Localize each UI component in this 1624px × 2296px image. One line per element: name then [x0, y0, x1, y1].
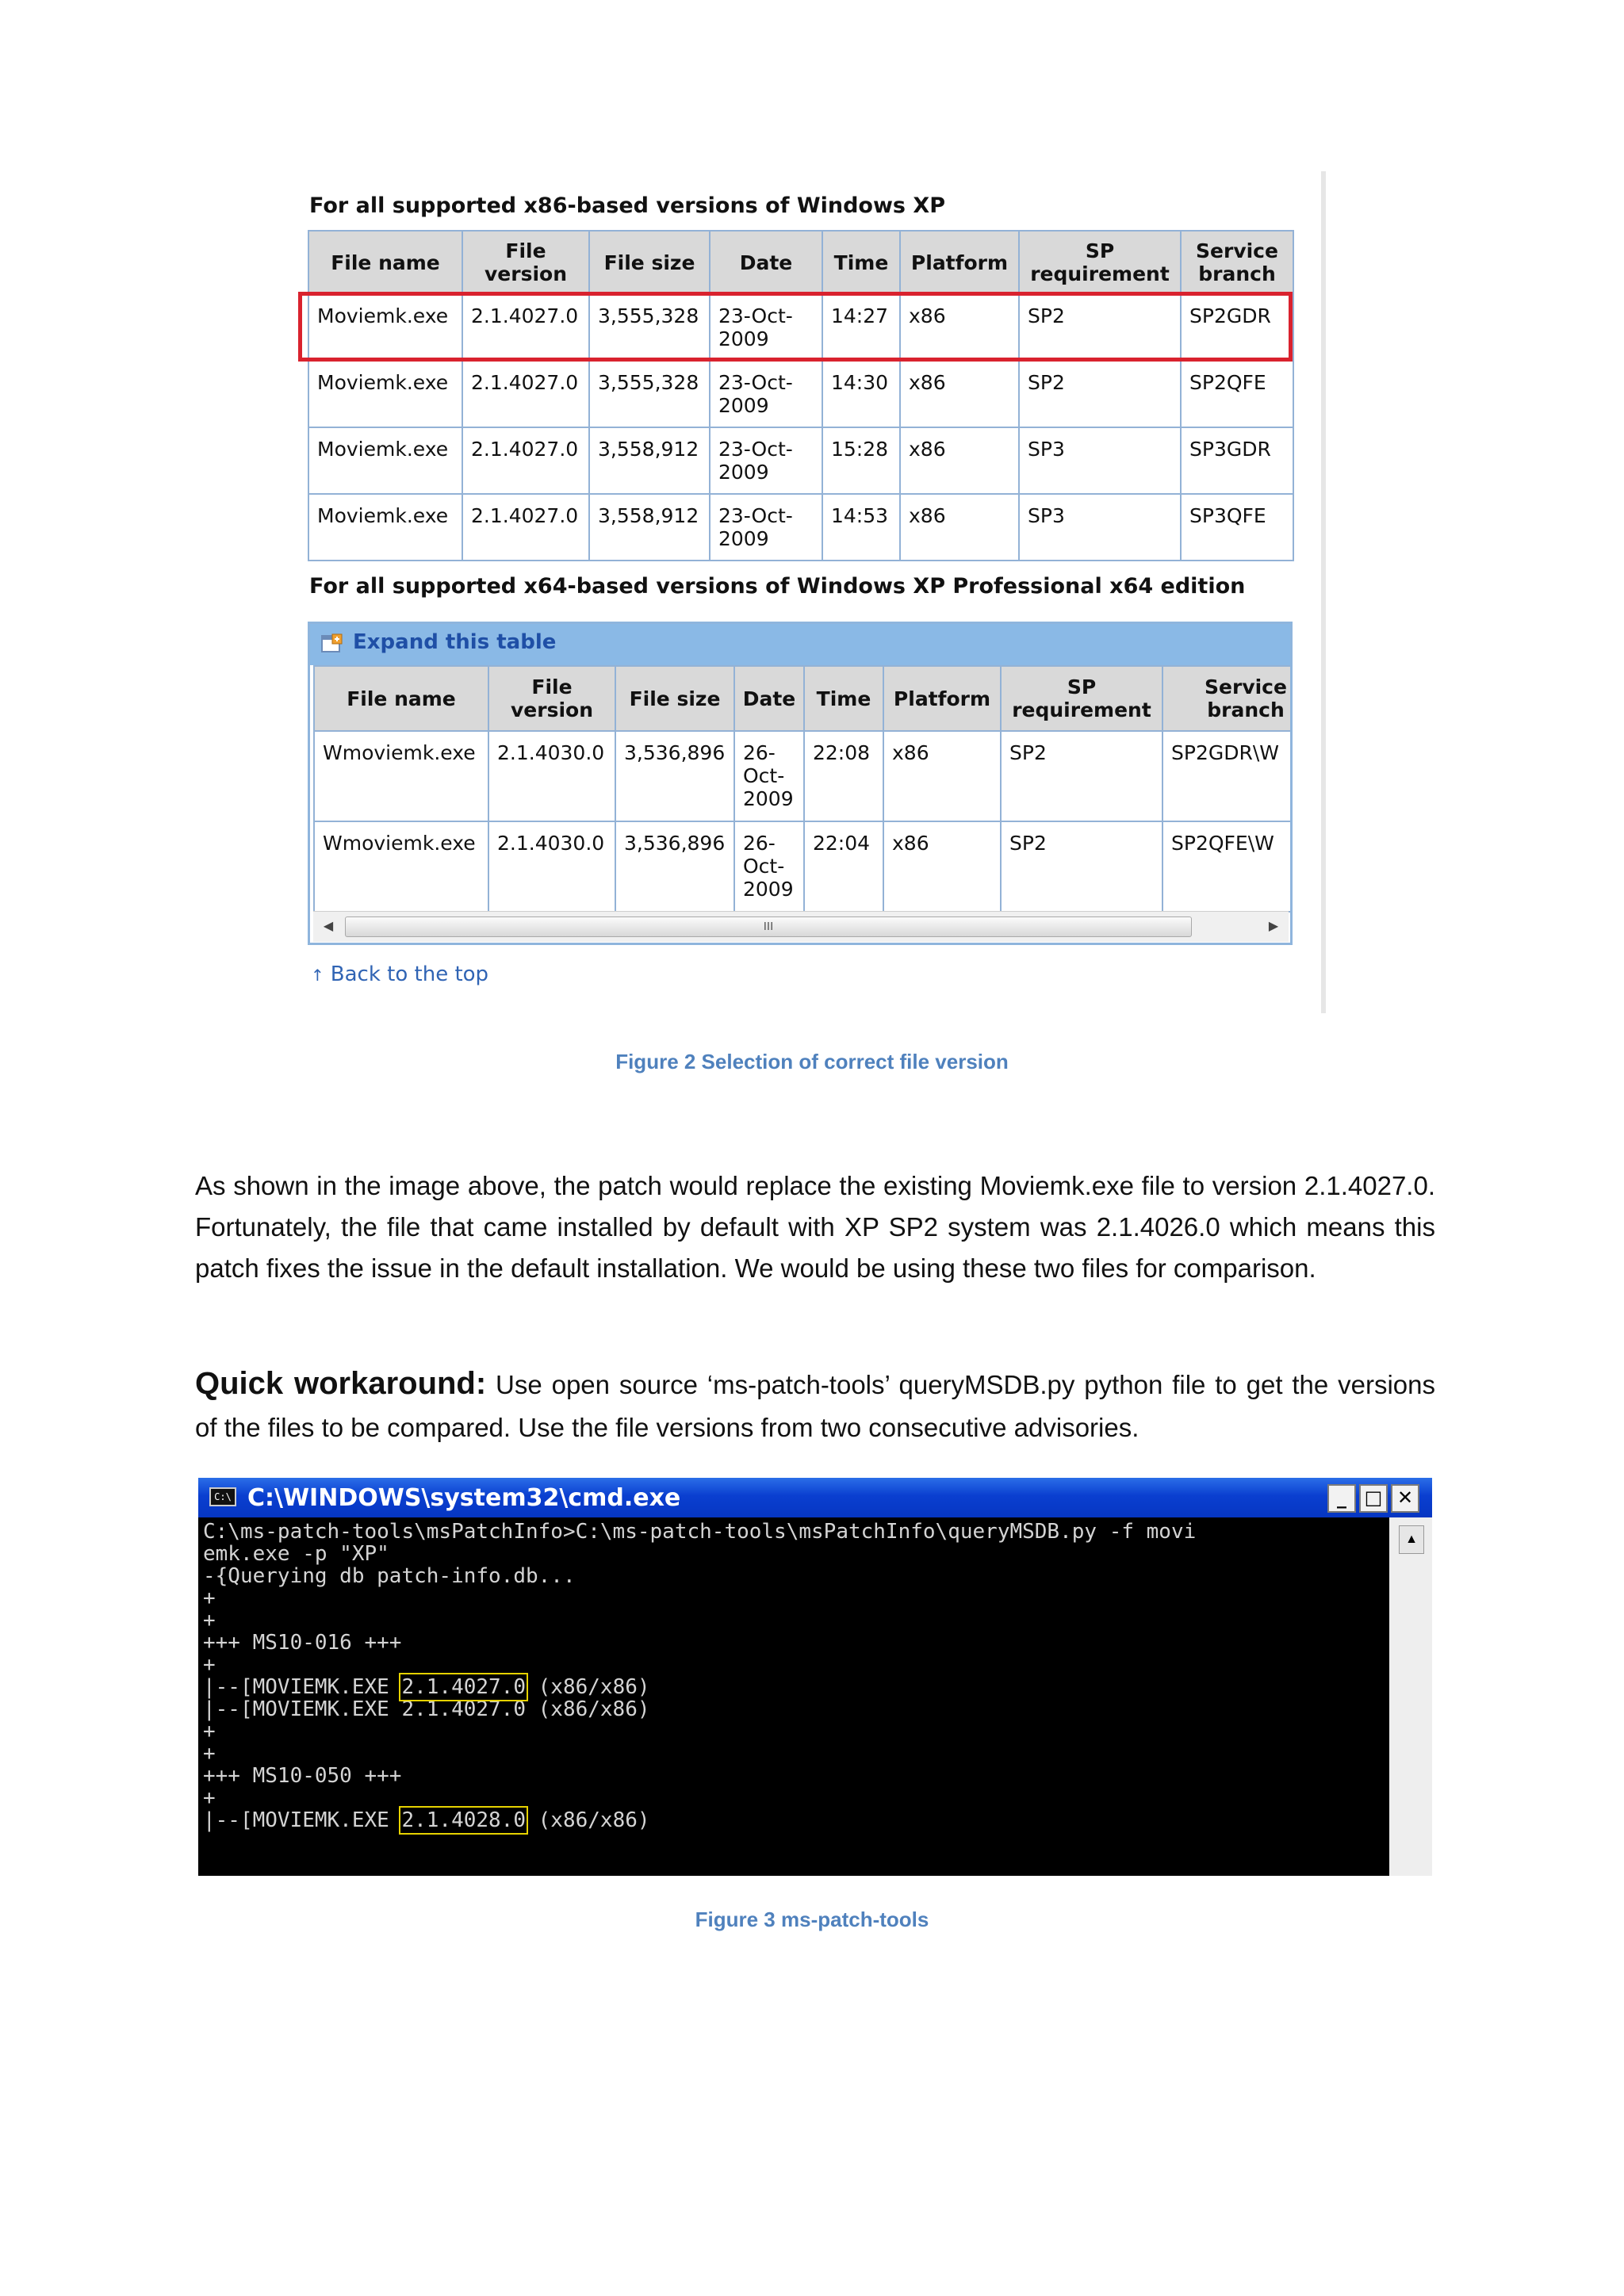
col-time: Time: [822, 231, 900, 294]
cell: 2.1.4027.0: [462, 294, 589, 361]
console-text: (x86/x86): [526, 1808, 650, 1832]
expand-table-icon: [321, 633, 343, 654]
cell: SP2QFE\W: [1162, 821, 1293, 912]
col-service-branch: Service branch: [1162, 666, 1293, 731]
console-line: +: [203, 1786, 216, 1810]
highlighted-version: 2.1.4028.0: [401, 1808, 526, 1832]
console-line: +: [203, 1720, 216, 1743]
console-line: C:\ms-patch-tools\msPatchInfo>C:\ms-patch-tools\msPatchInfo\queryMSDB.py -f movi: [203, 1521, 1197, 1544]
cell: SP2: [1019, 294, 1181, 361]
cell: Wmoviemk.exe: [314, 731, 488, 821]
col-file-name: File name: [308, 231, 462, 294]
col-platform: Platform: [883, 666, 1001, 731]
cell: 14:27: [822, 294, 900, 361]
expandable-table-frame: [308, 622, 1293, 945]
cell: SP2: [1001, 731, 1162, 821]
cell: Moviemk.exe: [308, 361, 462, 427]
scroll-up-arrow-icon[interactable]: ▲: [1399, 1525, 1424, 1554]
cell: Moviemk.exe: [308, 494, 462, 561]
cell: 3,536,896: [615, 731, 734, 821]
cell: 26-Oct-2009: [734, 731, 804, 821]
table-row: [308, 361, 1293, 427]
console-line: +++ MS10-016 +++: [203, 1631, 402, 1655]
cell: 26-Oct-2009: [734, 821, 804, 912]
minimize-icon[interactable]: _: [1327, 1484, 1356, 1513]
scrollbar-thumb[interactable]: III: [345, 916, 1192, 937]
figure-2-caption: Figure 2 Selection of correct file version: [615, 1050, 1009, 1073]
close-icon[interactable]: ✕: [1391, 1484, 1419, 1513]
console-line: +: [203, 1586, 216, 1610]
scroll-right-arrow-icon[interactable]: ▶: [1268, 920, 1279, 933]
console-line: +: [203, 1742, 216, 1766]
cell: 3,555,328: [589, 294, 710, 361]
highlighted-version: 2.1.4027.0: [401, 1675, 526, 1699]
cell: SP2GDR: [1181, 294, 1293, 361]
col-service-branch: Service branch: [1181, 231, 1293, 294]
expand-table-bar[interactable]: [310, 624, 1290, 665]
cmd-title-bar[interactable]: [198, 1478, 1432, 1517]
col-platform: Platform: [900, 231, 1019, 294]
console-text: (x86/x86): [526, 1675, 650, 1699]
cell: SP3: [1019, 494, 1181, 561]
table-row: [308, 427, 1293, 494]
col-file-size: File size: [615, 666, 734, 731]
col-sp-requirement: SP requirement: [1001, 666, 1162, 731]
cell: SP3GDR: [1181, 427, 1293, 494]
table-row: [314, 731, 1293, 821]
cell: x86: [900, 427, 1019, 494]
expand-table-link[interactable]: Expand this table: [353, 630, 557, 654]
col-date: Date: [734, 666, 804, 731]
cell: 2.1.4027.0: [462, 494, 589, 561]
cell: 15:28: [822, 427, 900, 494]
console-line: [203, 1809, 1392, 1831]
kb-article-screenshot: [293, 171, 1324, 1013]
body-paragraph: As shown in the image above, the patch would replace the existing Moviemk.exe file to version 2.1.4027.0. Fortunately, the file that came installed by default with XP SP2 system was 2.1.4026.0 which means this patch fixes the issue in the default installation. We would be using these two files for comparison.: [195, 1171, 1435, 1283]
cell: Wmoviemk.exe: [314, 821, 488, 912]
horizontal-scrollbar[interactable]: [313, 911, 1289, 942]
cell: 14:30: [822, 361, 900, 427]
col-file-version: File version: [462, 231, 589, 294]
col-file-name: File name: [314, 666, 488, 731]
console-line: [203, 1676, 1392, 1698]
cell: SP2: [1019, 361, 1181, 427]
table-header-row: [314, 666, 1293, 731]
window-title: C:\WINDOWS\system32\cmd.exe: [247, 1484, 681, 1512]
cell: 2.1.4030.0: [488, 821, 615, 912]
vertical-scrollbar[interactable]: [1389, 1517, 1432, 1876]
back-to-top-label[interactable]: Back to the top: [330, 962, 489, 986]
cell: 3,536,896: [615, 821, 734, 912]
x86-file-table: [308, 230, 1294, 561]
col-file-size: File size: [589, 231, 710, 294]
cell: SP2QFE: [1181, 361, 1293, 427]
cell: SP2GDR\W: [1162, 731, 1293, 821]
back-to-top-link[interactable]: [311, 962, 488, 986]
cell: SP3QFE: [1181, 494, 1293, 561]
console-line: emk.exe -p "XP": [203, 1542, 389, 1566]
console-line: +++ MS10-050 +++: [203, 1764, 402, 1788]
cell: x86: [900, 494, 1019, 561]
console-line: |--[MOVIEMK.EXE 2.1.4027.0 (x86/x86): [203, 1697, 650, 1721]
table-row: [308, 494, 1293, 561]
table-header-row: [308, 231, 1293, 294]
cell: x86: [900, 294, 1019, 361]
console-line: -{Querying db patch-info.db...: [203, 1564, 576, 1588]
quick-workaround-paragraph: [195, 1362, 1435, 1449]
cell: 23-Oct-2009: [710, 427, 822, 494]
cell: x86: [883, 731, 1001, 821]
cell: 3,558,912: [589, 494, 710, 561]
cell: 23-Oct-2009: [710, 494, 822, 561]
x64-table-heading: For all supported x64-based versions of Windows XP Professional x64 edition: [309, 574, 1246, 599]
console-output: [203, 1521, 1392, 1876]
cell: 2.1.4027.0: [462, 427, 589, 494]
cell: 23-Oct-2009: [710, 294, 822, 361]
col-date: Date: [710, 231, 822, 294]
console-line: +: [203, 1653, 216, 1677]
quick-workaround-heading: Quick workaround:: [195, 1366, 487, 1401]
cell: 23-Oct-2009: [710, 361, 822, 427]
maximize-icon[interactable]: □: [1359, 1484, 1388, 1513]
cell: 14:53: [822, 494, 900, 561]
cell: Moviemk.exe: [308, 294, 462, 361]
cell: Moviemk.exe: [308, 427, 462, 494]
col-sp-requirement: SP requirement: [1019, 231, 1181, 294]
quick-workaround-text: Use open source ‘ms-patch-tools’ queryMSDB.py python file to get the versions of the files to be compared. Use the file versions from two consecutive advisories.: [195, 1370, 1435, 1442]
cell: 22:08: [804, 731, 883, 821]
figure-3-caption: Figure 3 ms-patch-tools: [695, 1908, 929, 1931]
col-time: Time: [804, 666, 883, 731]
cell: x86: [883, 821, 1001, 912]
page-divider: [1321, 171, 1326, 1013]
cell: 22:04: [804, 821, 883, 912]
scroll-left-arrow-icon[interactable]: ◀: [323, 920, 334, 933]
cell: SP2: [1001, 821, 1162, 912]
cell: SP3: [1019, 427, 1181, 494]
console-text: |--[MOVIEMK.EXE: [203, 1675, 402, 1699]
cmd-window: [198, 1478, 1432, 1876]
highlight-box: [298, 292, 1293, 362]
table-row: [314, 821, 1293, 912]
col-file-version: File version: [488, 666, 615, 731]
up-arrow-icon: ↑: [311, 966, 324, 985]
x64-file-table: [313, 665, 1293, 913]
x86-table-heading: For all supported x86-based versions of Windows XP: [309, 193, 945, 218]
console-text: |--[MOVIEMK.EXE: [203, 1808, 402, 1832]
cell: 2.1.4030.0: [488, 731, 615, 821]
cell: 2.1.4027.0: [462, 361, 589, 427]
console-line: +: [203, 1609, 216, 1632]
cell: 3,555,328: [589, 361, 710, 427]
cell: 3,558,912: [589, 427, 710, 494]
cell: x86: [900, 361, 1019, 427]
cmd-app-icon: C:\: [209, 1487, 236, 1506]
